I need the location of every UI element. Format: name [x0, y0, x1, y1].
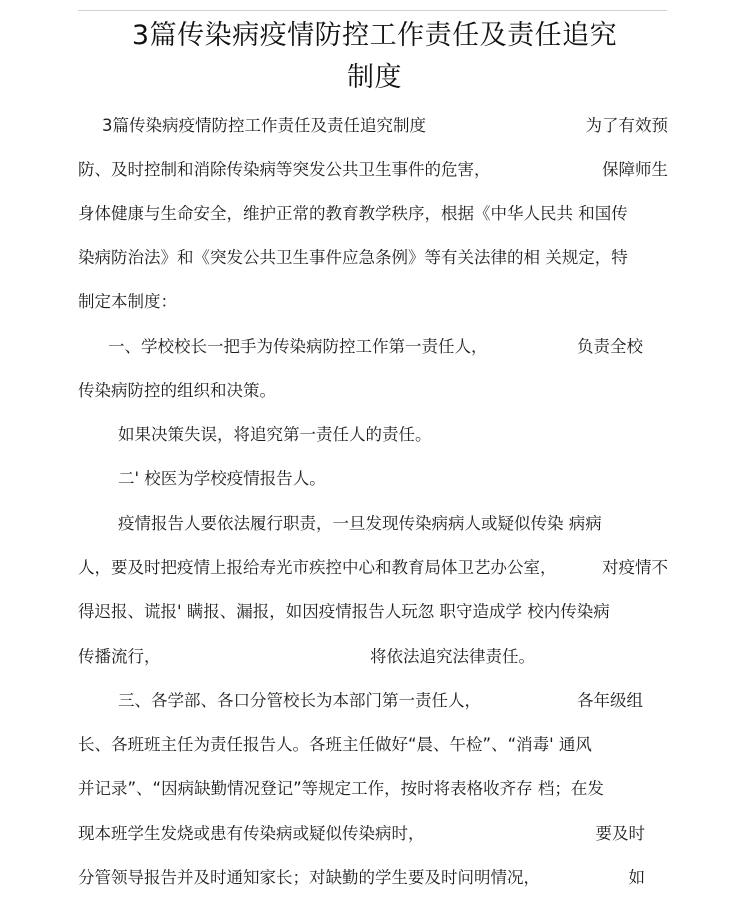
- body-line-13: [78, 645, 668, 669]
- body-line-4: [78, 246, 668, 270]
- body-line-18: [78, 866, 668, 890]
- document-title-line-1: 3篇传染病疫情防控工作责任及责任追究: [131, 20, 618, 51]
- body-line-18-text-b: 如: [628, 868, 645, 887]
- body-line-7-text: 传染病防控的组织和决策。: [78, 381, 276, 400]
- body-line-16: [78, 777, 668, 801]
- body-line-17: [78, 822, 668, 846]
- body-line-11-text-b: 对疫情不: [602, 558, 668, 577]
- body-line-5-text: 制定本制度：: [78, 292, 177, 311]
- body-line-5: [78, 290, 668, 314]
- body-line-1: [78, 114, 668, 138]
- body-line-6-text-a: 一、学校校长一把手为传染病防控工作第一责任人，: [108, 337, 488, 356]
- body-line-8: [78, 423, 668, 447]
- body-line-12: [78, 600, 668, 624]
- body-line-2-text-a: 防、及时控制和消除传染病等突发公共卫生事件的危害，: [78, 160, 491, 179]
- body-line-6-text-b: 负责全校: [577, 337, 643, 356]
- document-title-line-2: 制度: [347, 62, 402, 93]
- body-line-12-text: 得迟报、谎报' 瞒报、漏报，如因疫情报告人玩忽 职守造成学 校内传染病: [78, 602, 610, 621]
- body-line-11: [78, 556, 668, 580]
- body-line-17-text-b: 要及时: [595, 824, 645, 843]
- body-line-7: [78, 379, 668, 403]
- body-line-18-text-a: 分管领导报告并及时通知家长；对缺勤的学生要及时问明情况，: [78, 868, 540, 887]
- body-line-14-text-b: 各年级组: [577, 691, 643, 710]
- body-line-14-text-a: 三、各学部、各口分管校长为本部门第一责任人，: [118, 691, 481, 710]
- body-line-10: [78, 512, 668, 536]
- body-line-3: [78, 202, 668, 226]
- body-line-3-text: 身体健康与生命安全，维护正常的教育教学秩序，根据《中华人民共 和国传: [78, 204, 628, 223]
- body-line-1-text-b: 为了有效预: [585, 116, 668, 135]
- body-line-13-text-a: 传播流行，: [78, 647, 161, 666]
- body-line-6: [78, 335, 668, 359]
- body-line-9: [78, 467, 668, 491]
- body-line-8-text: 如果决策失误，将追究第一责任人的责任。: [118, 425, 432, 444]
- body-line-1-text-a: 3篇传染病疫情防控工作责任及责任追究制度: [102, 116, 426, 135]
- body-line-16-text: 并记录”、“因病缺勤情况登记”等规定工作，按时将表格收齐存 档；在发: [78, 779, 604, 798]
- body-line-2: [78, 158, 668, 182]
- body-line-14: [78, 689, 668, 713]
- body-line-17-text-a: 现本班学生发烧或患有传染病或疑似传染病时，: [78, 824, 425, 843]
- body-line-2-text-b: 保障师生: [602, 160, 668, 179]
- body-line-15: [78, 733, 668, 757]
- body-line-15-text: 长、各班班主任为责任报告人。各班主任做好“晨、午检”、“消毒' 通风: [78, 735, 592, 754]
- body-line-9-text: 二' 校医为学校疫情报告人。: [118, 469, 326, 488]
- header-rule: [78, 10, 667, 11]
- body-line-11-text-a: 人，要及时把疫情上报给寿光市疾控中心和教育局体卫艺办公室，: [78, 558, 557, 577]
- body-line-10-text: 疫情报告人要依法履行职责，一旦发现传染病病人或疑似传染 病病: [118, 514, 602, 533]
- body-line-4-text: 染病防治法》和《突发公共卫生事件应急条例》等有关法律的相 关规定，特: [78, 248, 628, 267]
- body-line-13-text-b: 将依法追究法律责任。: [370, 647, 535, 666]
